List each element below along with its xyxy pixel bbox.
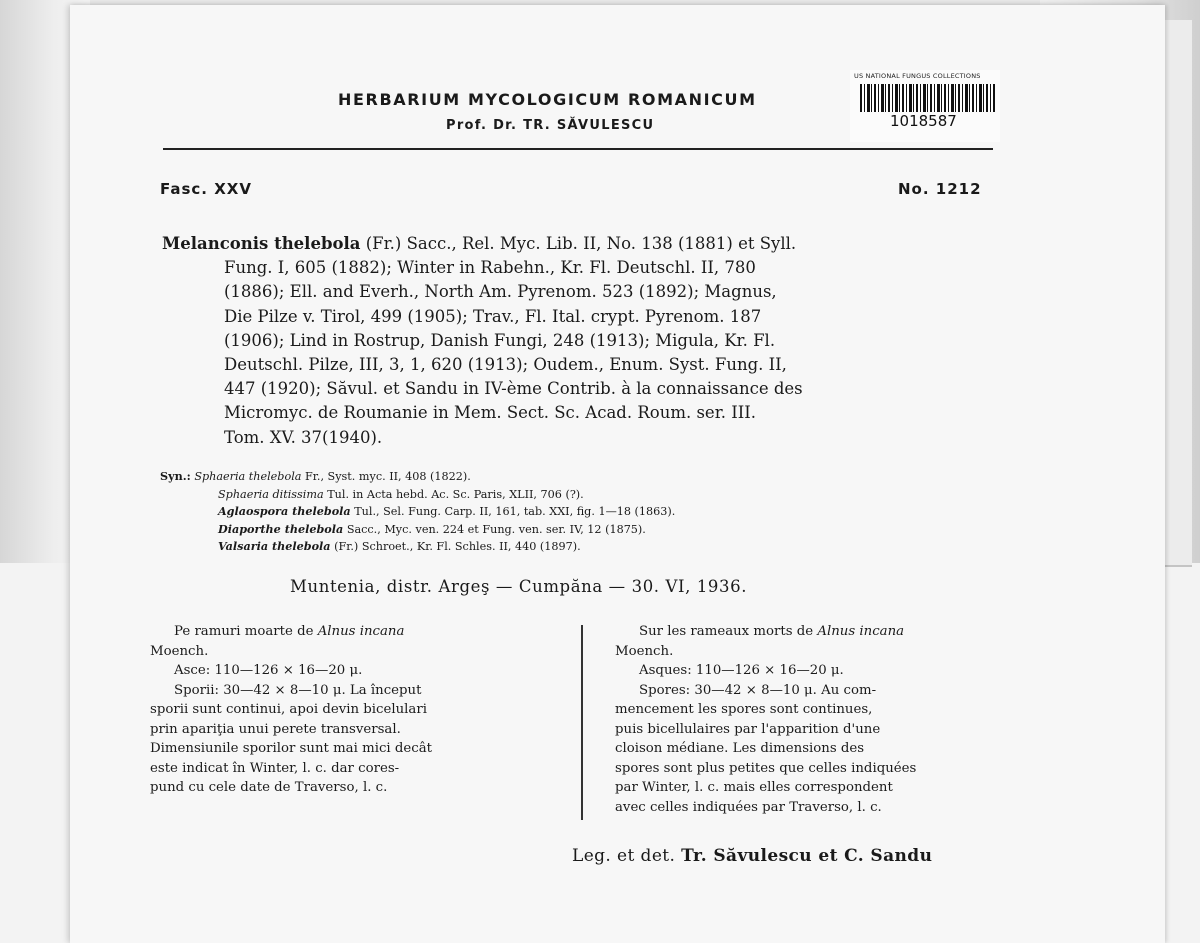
legend-authors: Tr. Săvulescu et C. Sandu bbox=[681, 846, 933, 866]
desc-fr-line: Moench. bbox=[615, 643, 674, 659]
synonym-name: Valsaria thelebola bbox=[218, 539, 331, 553]
taxon-name: Melanconis thelebola bbox=[162, 234, 361, 253]
desc-fr-line: spores sont plus petites que celles indiquées bbox=[615, 760, 917, 776]
desc-ro-line: Moench. bbox=[150, 643, 209, 659]
citation-line-1: (Fr.) Sacc., Rel. Myc. Lib. II, No. 138 (1881) et Syll. bbox=[360, 234, 797, 253]
citation-line: 447 (1920); Săvul. et Sandu in IV-ème Contrib. à la connaissance des bbox=[224, 379, 803, 399]
synonym-ref: Sacc., Myc. ven. 224 et Fung. ven. ser. IV, 12 (1875). bbox=[343, 522, 646, 536]
synonym-ref: Fr., Syst. myc. II, 408 (1822). bbox=[301, 470, 471, 483]
synonyms-block bbox=[160, 468, 675, 556]
desc-ro-line: Dimensiunile sporilor sunt mai mici decât bbox=[150, 741, 432, 756]
description-french bbox=[615, 622, 916, 817]
desc-ro-line: sporii sunt continui, apoi devin bicelulari bbox=[150, 702, 427, 717]
citation-line: Micromyc. de Roumanie in Mem. Sect. Sc. Acad. Roum. ser. III. bbox=[224, 403, 757, 423]
citation-line: Fung. I, 605 (1882); Winter in Rabehn., Kr. Fl. Deutschl. II, 780 bbox=[224, 258, 756, 278]
barcode-caption: US NATIONAL FUNGUS COLLECTIONS bbox=[854, 72, 981, 80]
legend-prefix: Leg. et det. bbox=[572, 846, 682, 866]
citation-line: Deutschl. Pilze, III, 3, 1, 620 (1913); Oudem., Enum. Syst. Fung. II, bbox=[224, 355, 787, 375]
desc-ro-line: Asce: 110—126 × 16—20 μ. bbox=[174, 663, 363, 678]
desc-fr-line: Asques: 110—126 × 16—20 μ. bbox=[639, 663, 844, 678]
synonym-ref: Tul., Sel. Fung. Carp. II, 161, tab. XXI, fig. 1—18 (1863). bbox=[350, 505, 676, 518]
desc-fr-line: par Winter, l. c. mais elles correspondent bbox=[615, 780, 893, 795]
citation-line: Tom. XV. 37(1940). bbox=[224, 427, 383, 447]
barcode-label bbox=[850, 70, 1000, 142]
desc-fr-line: puis bicellulaires par l'apparition d'une bbox=[615, 721, 881, 737]
citation-line: (1886); Ell. and Everh., North Am. Pyrenom. 523 (1892); Magnus, bbox=[224, 282, 777, 302]
specimen-number: No. 1212 bbox=[898, 180, 982, 198]
desc-fr-line: mencement les spores sont continues, bbox=[615, 702, 873, 717]
collector-legend bbox=[572, 846, 932, 866]
desc-fr-line: Sur les rameaux morts de bbox=[639, 624, 818, 639]
desc-ro-line: prin apariţia unui perete transversal. bbox=[150, 721, 401, 737]
synonym-ref: (Fr.) Schroet., Kr. Fl. Schles. II, 440 (1897). bbox=[330, 540, 581, 553]
desc-fr-line: cloison médiane. Les dimensions des bbox=[615, 741, 865, 756]
herbarium-title: HERBARIUM MYCOLOGICUM ROMANICUM bbox=[338, 90, 757, 109]
desc-ro-line: este indicat în Winter, l. c. dar cores- bbox=[150, 760, 400, 776]
synonyms-label: Syn.: bbox=[160, 469, 191, 483]
desc-fr-line: Spores: 30—42 × 8—10 μ. Au com- bbox=[639, 682, 877, 698]
species-citation bbox=[162, 232, 803, 450]
desc-ro-line: pund cu cele date de Traverso, l. c. bbox=[150, 780, 388, 795]
desc-ro-line: Pe ramuri moarte de bbox=[174, 624, 318, 639]
synonym-name: Sphaeria thelebola bbox=[194, 470, 302, 483]
synonym-name: Aglaospora thelebola bbox=[218, 504, 351, 518]
host-name: Alnus incana bbox=[317, 624, 405, 639]
barcode-number: 1018587 bbox=[890, 112, 957, 130]
barcode-icon bbox=[860, 84, 995, 112]
header-rule bbox=[163, 148, 993, 150]
column-divider bbox=[581, 625, 583, 820]
host-name: Alnus incana bbox=[817, 624, 905, 639]
desc-ro-line: Sporii: 30—42 × 8—10 μ. La început bbox=[174, 682, 422, 698]
citation-line: Die Pilze v. Tirol, 499 (1905); Trav., Fl. Ital. crypt. Pyrenom. 187 bbox=[224, 306, 762, 326]
desc-fr-line: avec celles indiquées par Traverso, l. c. bbox=[615, 799, 882, 815]
fascicle-label: Fasc. XXV bbox=[160, 180, 252, 198]
synonym-name: Sphaeria ditissima bbox=[218, 487, 324, 501]
citation-line: (1906); Lind in Rostrup, Danish Fungi, 248 (1913); Migula, Kr. Fl. bbox=[224, 330, 776, 350]
herbarium-subtitle: Prof. Dr. TR. SĂVULESCU bbox=[446, 118, 655, 133]
synonym-name: Diaporthe thelebola bbox=[218, 521, 344, 536]
description-romanian bbox=[150, 622, 432, 798]
synonym-ref: Tul. in Acta hebd. Ac. Sc. Paris, XLII, 706 (?). bbox=[323, 487, 584, 501]
collection-locality: Muntenia, distr. Argeş — Cumpăna — 30. VI, 1936. bbox=[290, 577, 748, 596]
